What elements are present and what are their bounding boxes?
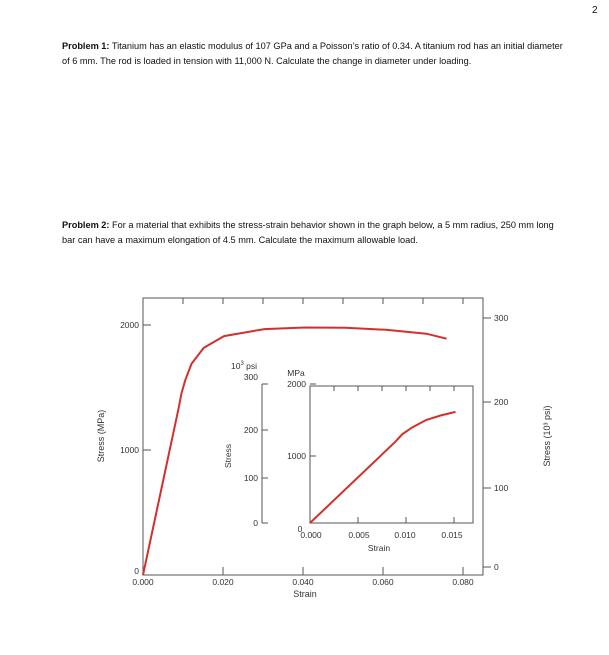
problem-1-text: Titanium has an elastic modulus of 107 GPa and a Poisson’s ratio of 0.34. A titanium rod has an initial diameter of 6 mm. The rod is loaded in tension with 11,000 N. Calculate the change in diameter under loading. [62, 41, 563, 66]
main-ylabel-left: Stress (MPa) [96, 409, 106, 463]
main-xlabel: Strain [293, 589, 317, 599]
main-x-label-4: 0.080 [452, 577, 474, 587]
inset-x-label-2: 0.010 [394, 530, 416, 540]
inset-plot-frame [310, 386, 473, 523]
inset-psi-label-300: 300 [243, 372, 258, 382]
main-x-label-3: 0.060 [372, 577, 394, 587]
inset-mpa-unit: MPa [287, 368, 305, 378]
inset-mpa-label-2000: 2000 [287, 379, 306, 389]
main-y-left-label-1: 1000 [120, 445, 139, 455]
main-y-left-label-2: 2000 [120, 320, 139, 330]
main-y-right-label-3: 300 [494, 313, 509, 323]
inset-psi-label-200: 200 [243, 425, 258, 435]
main-y-right-label-2: 200 [494, 397, 509, 407]
problem-2-label: Problem 2: [62, 220, 110, 230]
inset-x-label-3: 0.015 [441, 530, 463, 540]
main-ylabel-right: Stress (10³ psi) [542, 405, 552, 467]
problem-2-text: For a material that exhibits the stress-strain behavior shown in the graph below, a 5 mm radius, 250 mm long bar can have a maximum elongation of 4.5 mm. Calculate the maximum allowable load. [62, 220, 554, 245]
inset-xlabel: Strain [367, 543, 391, 553]
main-y-left-label-0: 0 [134, 566, 139, 576]
main-x-label-2: 0.040 [292, 577, 314, 587]
inset-psi-label-100: 100 [243, 473, 258, 483]
inset-x-label-0: 0.000 [300, 530, 322, 540]
inset-psi-label-0: 0 [253, 518, 258, 528]
main-x-label-0: 0.000 [132, 577, 154, 587]
page-number: 2 [592, 5, 598, 16]
inset-x-label-1: 0.005 [348, 530, 370, 540]
inset-mpa-label-1000: 1000 [287, 451, 306, 461]
main-y-right-label-1: 100 [494, 483, 509, 493]
inset-mpa-label-0: 0 [297, 524, 303, 534]
main-y-right-label-0: 0 [494, 562, 499, 572]
inset-psi-unit: $10^3$ psi [230, 361, 258, 371]
inset-ylabel: Stress [223, 443, 233, 469]
main-x-label-1: 0.020 [212, 577, 234, 587]
problem-1-label: Problem 1: [62, 41, 110, 51]
